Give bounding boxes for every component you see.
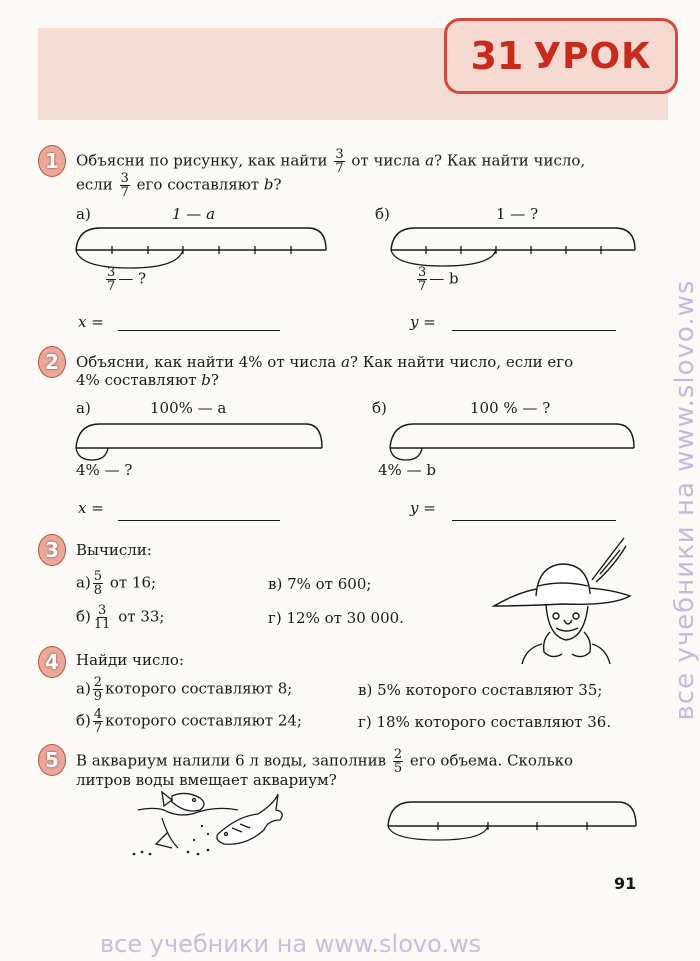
exercise-3c: в) 7% от 600; bbox=[268, 575, 372, 593]
exercise-1a-top-label: 1 — a bbox=[172, 205, 216, 223]
exercise-2-y-label: y = bbox=[410, 499, 436, 517]
exercise-2-badge: 2 bbox=[38, 346, 66, 378]
exercise-2-x-label: x = bbox=[78, 499, 104, 517]
fraction-3-7: $\frac{3}{7}$ bbox=[335, 147, 344, 176]
exercise-5-line-1: В аквариум налили 6 л воды, заполнив $\frac{2}{5}$ его объема. Сколько bbox=[76, 747, 574, 776]
exercise-3a: а) $\frac{5}{8}$ от 16; bbox=[76, 569, 157, 598]
exercise-2-x-answer-line[interactable] bbox=[118, 520, 280, 521]
exercise-3d: г) 12% от 30 000. bbox=[268, 609, 404, 627]
exercise-2b-bottom-label: 4% — b bbox=[378, 461, 436, 479]
exercise-4-badge: 4 bbox=[38, 646, 66, 678]
lesson-word: УРОК bbox=[533, 35, 652, 77]
exercise-1-line-1: Объясни по рисунку, как найти $\frac{3}{7}$ от числа a? Как найти число, bbox=[76, 147, 586, 176]
side-watermark: все учебники на www.slovo.ws bbox=[670, 279, 700, 721]
exercise-2a-top-label: 100% — a bbox=[150, 399, 227, 417]
exercise-2b-top-label: 100 % — ? bbox=[470, 399, 551, 417]
exercise-2a-bottom-label: 4% — ? bbox=[76, 461, 133, 479]
page-number: 91 bbox=[614, 874, 637, 893]
exercise-2a-label: а) bbox=[76, 399, 91, 417]
exercise-1b-bottom-label: $\frac{3}{7}$ — b bbox=[418, 265, 459, 294]
exercise-4-title: Найди число: bbox=[76, 651, 184, 669]
exercise-4c: в) 5% которого составляют 35; bbox=[358, 681, 603, 699]
exercise-5-line-2: литров воды вмещает аквариум? bbox=[76, 771, 337, 789]
exercise-5-segment bbox=[382, 796, 642, 841]
exercise-4d: г) 18% которого составляют 36. bbox=[358, 713, 612, 731]
fish-illustration bbox=[128, 788, 288, 860]
exercise-1-x-answer-line[interactable] bbox=[118, 330, 280, 331]
exercise-2-y-answer-line[interactable] bbox=[452, 520, 616, 521]
exercise-1a-bottom-label: $\frac{3}{7}$ — ? bbox=[107, 265, 147, 294]
exercise-1b-top-label: 1 — ? bbox=[496, 205, 539, 223]
exercise-1a-label: а) bbox=[76, 205, 91, 223]
exercise-1-badge: 1 bbox=[38, 145, 66, 177]
exercise-4b: б) $\frac{4}{7}$ которого составляют 24; bbox=[76, 707, 302, 736]
cowboy-illustration bbox=[492, 536, 632, 666]
exercise-3-badge: 3 bbox=[38, 534, 66, 566]
exercise-2-line-1: Объясни, как найти 4% от числа a? Как найти число, если его bbox=[76, 353, 574, 371]
exercise-4a: а) $\frac{2}{9}$ которого составляют 8; bbox=[76, 675, 293, 704]
exercise-3-title: Вычисли: bbox=[76, 541, 152, 559]
exercise-2a-segment bbox=[70, 418, 330, 463]
exercise-2-line-2: 4% составляют b? bbox=[76, 371, 219, 389]
bottom-watermark: все учебники на www.slovo.ws bbox=[100, 930, 482, 958]
exercise-1-y-answer-line[interactable] bbox=[452, 330, 616, 331]
exercise-2b-segment bbox=[384, 418, 644, 463]
exercise-1-y-label: y = bbox=[410, 313, 436, 331]
exercise-1b-label: б) bbox=[375, 205, 390, 223]
exercise-1-x-label: x = bbox=[78, 313, 104, 331]
lesson-number: 31 bbox=[470, 34, 524, 78]
exercise-1-line-2: если $\frac{3}{7}$ его составляют b? bbox=[76, 171, 282, 200]
exercise-2b-label: б) bbox=[372, 399, 387, 417]
exercise-3b: б) $\frac{3}{11}$ от 33; bbox=[76, 603, 165, 632]
exercise-5-badge: 5 bbox=[38, 744, 66, 776]
lesson-title-box bbox=[444, 18, 678, 94]
